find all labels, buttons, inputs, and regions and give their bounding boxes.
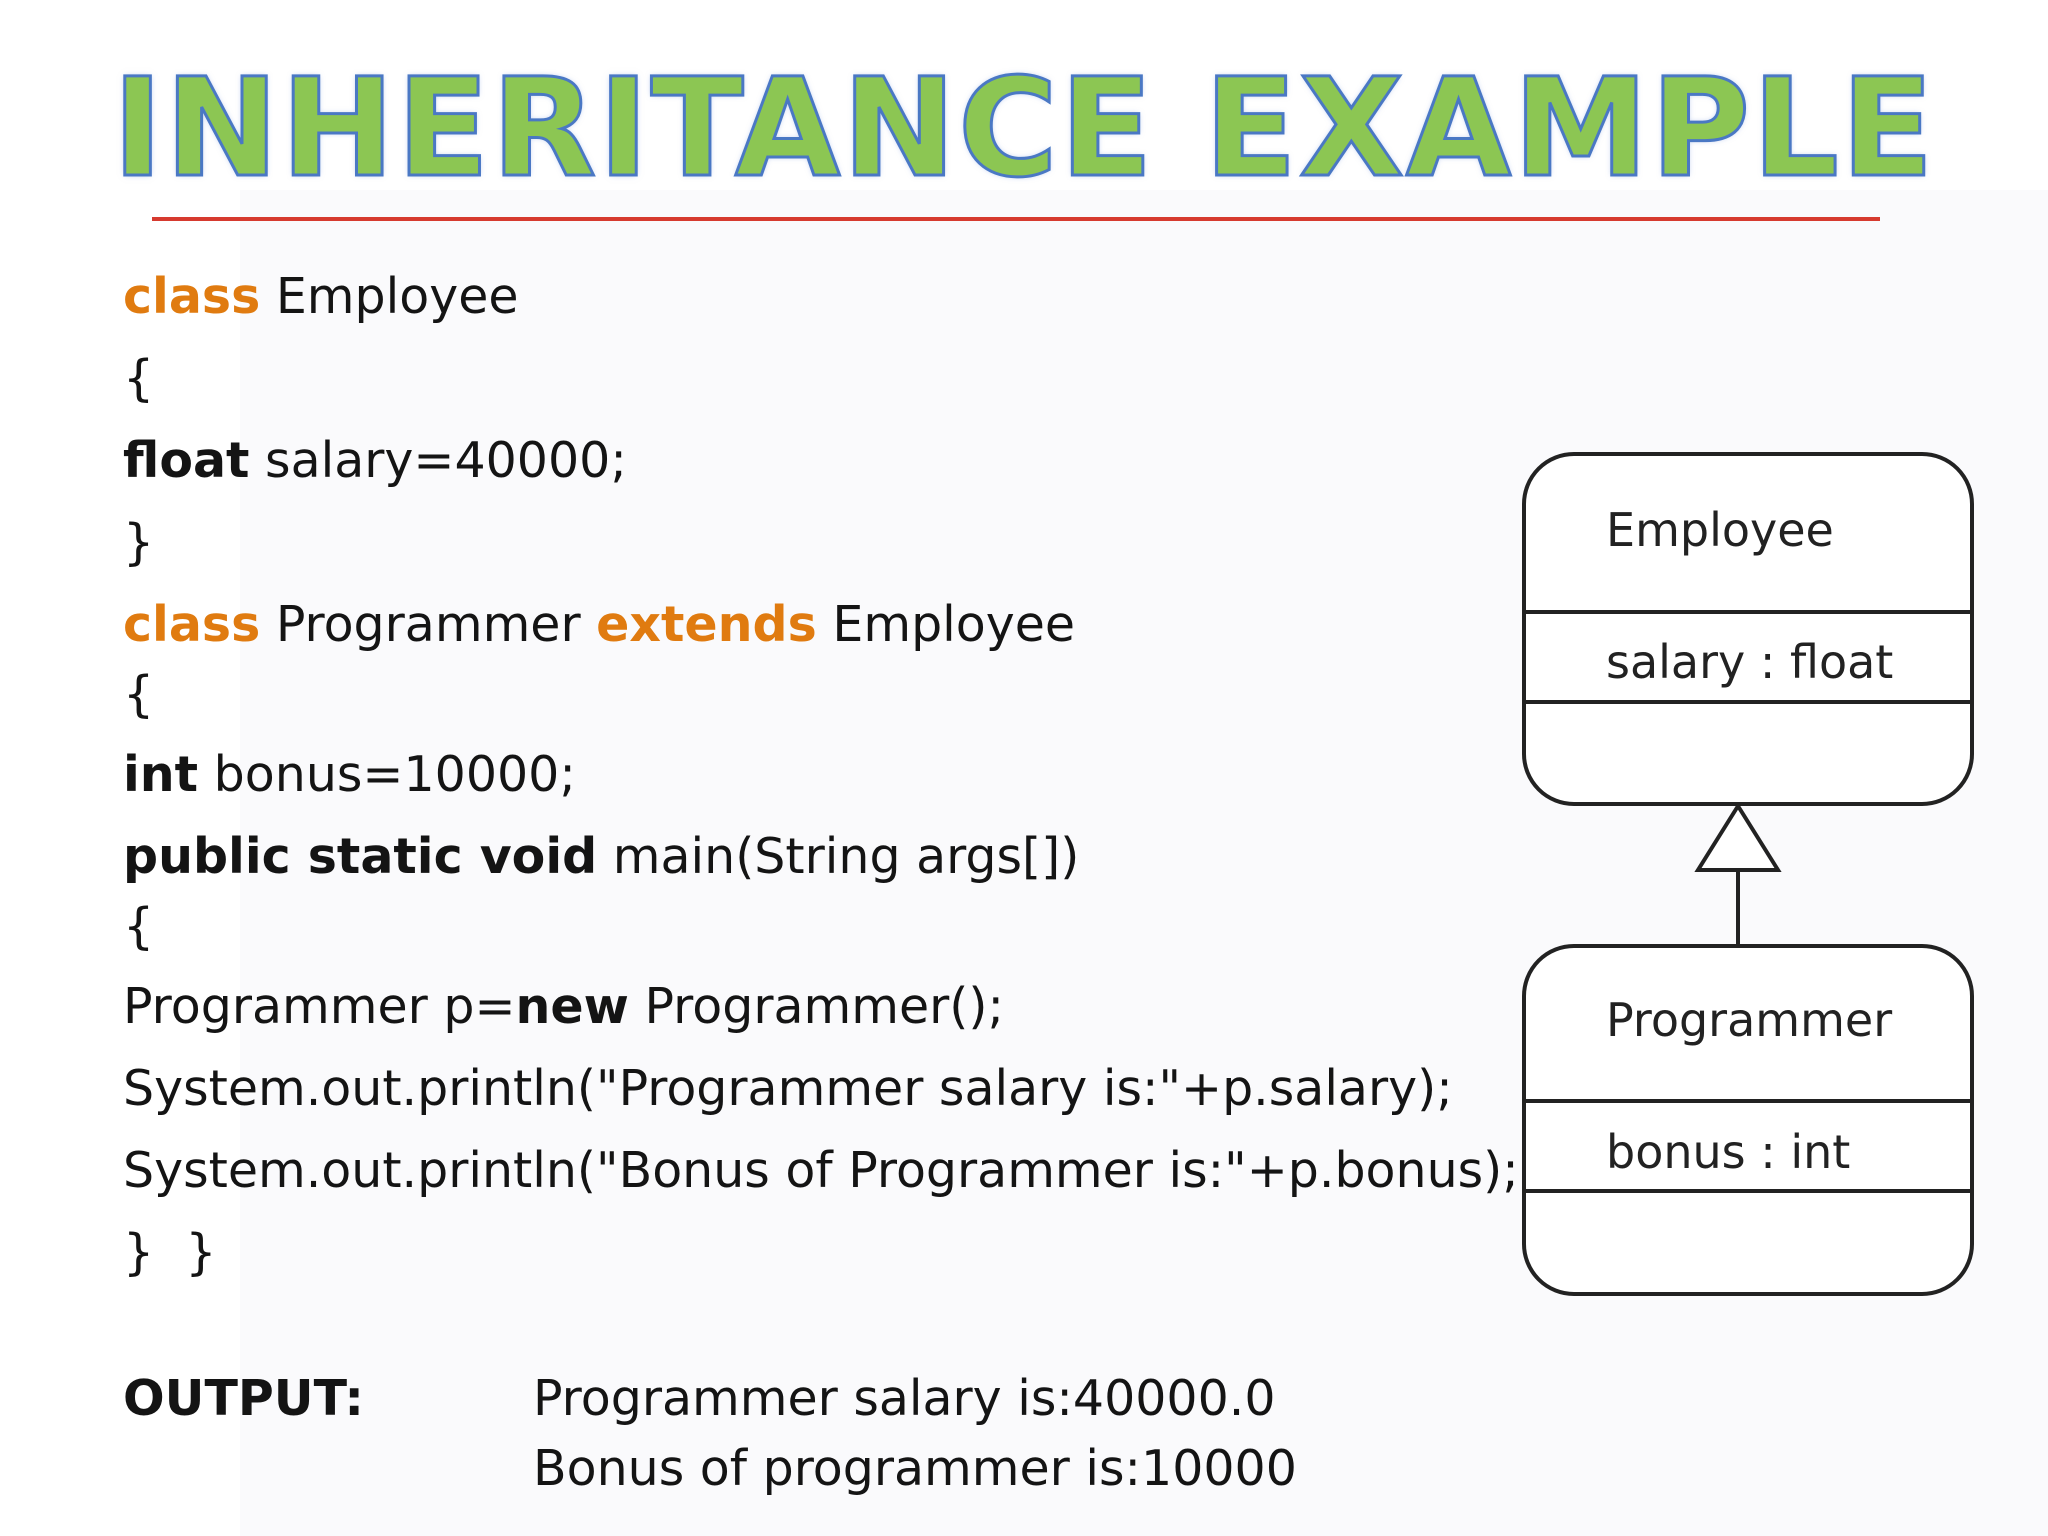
uml-class-programmer (1524, 946, 1972, 1294)
code-text: bonus=10000; (198, 746, 576, 803)
keyword-class: class (123, 268, 261, 325)
code-text: { (123, 666, 155, 723)
code-text: salary=40000; (249, 432, 627, 489)
code-text: Employee (816, 596, 1076, 653)
code-text: } } (123, 1224, 217, 1281)
code-listing (123, 0, 1519, 1536)
code-line-9 (123, 898, 154, 955)
keyword-int: int (123, 746, 199, 803)
uml-attribute-salary: salary : float (1606, 635, 1894, 689)
code-line-12 (123, 1142, 1519, 1199)
code-line-11 (123, 1060, 1453, 1117)
uml-arrowhead (1698, 806, 1778, 870)
code-text: Programmer (260, 596, 597, 653)
code-line-2 (123, 350, 154, 407)
uml-inheritance-arrow (1698, 806, 1778, 946)
code-text: main(String args[]) (597, 828, 1080, 885)
code-text: Programmer(); (628, 978, 1004, 1035)
code-line-6 (123, 666, 154, 723)
output-line-1: Programmer salary is:40000.0 (533, 1370, 1276, 1427)
code-text: System.out.println("Bonus of Programmer is:"+p.bonus); (123, 1142, 1519, 1199)
code-line-4 (123, 514, 154, 571)
code-text: { (123, 350, 155, 407)
code-line-8 (123, 828, 1079, 885)
uml-attribute-bonus: bonus : int (1606, 1125, 1851, 1179)
code-line-3 (123, 432, 627, 489)
keyword-new: new (515, 978, 629, 1035)
code-text: { (123, 898, 155, 955)
code-text: Employee (260, 268, 519, 325)
keyword-public-static-void: public static void (123, 828, 598, 885)
code-line-7 (123, 746, 576, 803)
code-text: Programmer p= (123, 978, 516, 1035)
slide-title: INHERITANCE EXAMPLE (112, 50, 1936, 208)
code-text: } (123, 514, 155, 571)
uml-class-employee (1524, 454, 1972, 804)
uml-class-name-programmer: Programmer (1606, 993, 1893, 1047)
keyword-class: class (123, 596, 261, 653)
keyword-extends: extends (596, 596, 817, 653)
code-line-13 (123, 1224, 217, 1281)
output-line-2: Bonus of programmer is:10000 (533, 1440, 1297, 1497)
code-line-10 (123, 978, 1004, 1035)
uml-class-diagram (1520, 450, 1980, 1300)
code-text: System.out.println("Programmer salary is:"+p.salary); (123, 1060, 1453, 1117)
uml-class-name-employee: Employee (1606, 503, 1834, 557)
code-line-1 (123, 268, 519, 325)
output-label: OUTPUT: (123, 1370, 364, 1427)
keyword-float: float (123, 432, 250, 489)
code-line-5 (123, 596, 1075, 653)
